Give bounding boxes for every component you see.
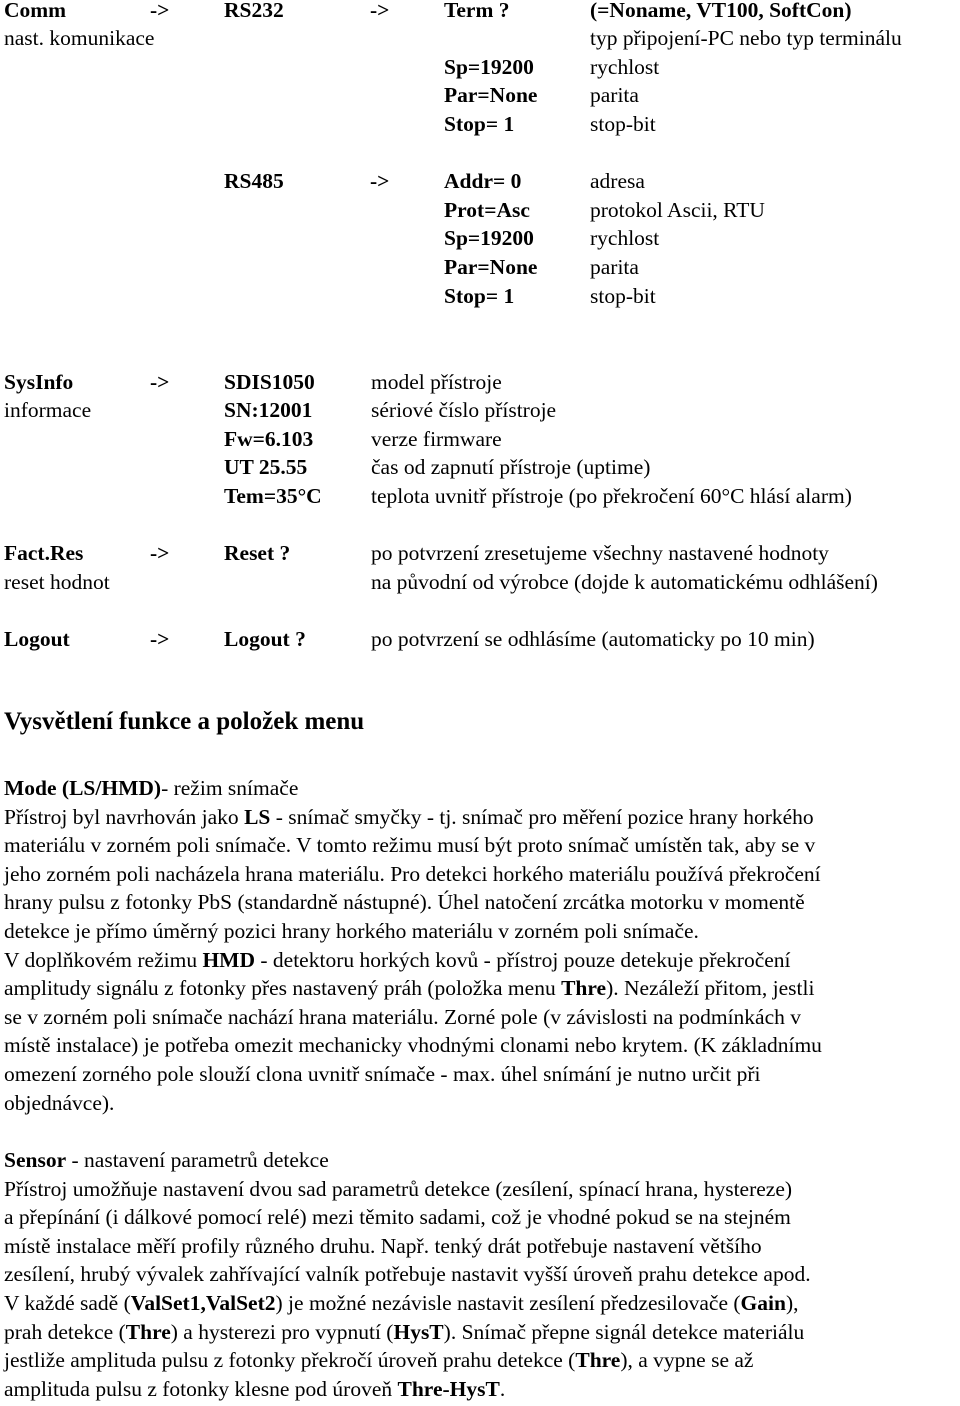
text: - snímač smyčky - tj. snímač pro měření pozice hrany horkého [270, 804, 814, 829]
mode-line: omezení zorného pole slouží clona uvnitř snímače - max. úhel snímání je nutno určit při [4, 1061, 761, 1086]
text-bold: HMD [202, 947, 255, 972]
sensor-title-bold: Sensor [4, 1148, 67, 1172]
sensor-line: zesílení, hrubý vývalek zahřívající valník potřebuje nastavit vyšší úroveň prahu detekce apod. [4, 1262, 811, 1287]
text: amplitudy signálu z fotonky přes nastavený práh (položka menu [4, 976, 562, 1001]
mode-paragraph [4, 774, 954, 1117]
sysinfo-desc-uptime: čas od zapnutí přístroje (uptime) [371, 455, 651, 479]
text-bold: Thre [561, 976, 607, 1001]
rs232-param-stop: Stop= 1 [444, 112, 515, 136]
sensor-title-rest: - nastavení parametrů detekce [66, 1148, 329, 1172]
sysinfo-arrow: -> [150, 370, 170, 394]
sensor-line [4, 1346, 954, 1375]
text-bold: Gain [740, 1290, 786, 1315]
rs232-desc-parity: parita [590, 83, 639, 107]
text: prah detekce ( [4, 1319, 126, 1344]
term-options: (=Noname, VT100, SoftCon) [590, 0, 852, 22]
mode-line: objednávce). [4, 1090, 115, 1115]
sensor-line [4, 1318, 954, 1347]
rs485-desc-prot: protokol Ascii, RTU [590, 198, 765, 222]
logout-desc: po potvrzení se odhlásíme (automaticky po 10 min) [371, 627, 815, 651]
text: ) je možné nezávisle nastavit zesílení předzesilovače ( [275, 1290, 741, 1315]
rs485-param-parity: Par=None [444, 255, 538, 279]
sysinfo-param-serial: SN:12001 [224, 398, 313, 422]
logout-param: Logout ? [224, 627, 306, 651]
text: ) a hysterezi pro vypnutí ( [170, 1319, 394, 1344]
factres-param: Reset ? [224, 541, 291, 565]
mode-line: hrany pulsu z fotonky PbS (standardně nástupné). Úhel natočení zrcátka motorku v momentě [4, 890, 805, 915]
term-description: typ připojení-PC nebo typ terminálu [590, 26, 902, 50]
sysinfo-param-uptime: UT 25.55 [224, 455, 308, 479]
text: V doplňkovém režimu [4, 947, 203, 972]
sysinfo-param-temp: Tem=35°C [224, 484, 322, 508]
text-bold: ValSet1 [130, 1290, 201, 1315]
sysinfo-desc-model: model přístroje [371, 370, 502, 394]
sysinfo-desc-firmware: verze firmware [371, 427, 502, 451]
rs485-param-stop: Stop= 1 [444, 284, 515, 308]
sysinfo-label: SysInfo [4, 370, 74, 394]
text: amplituda pulsu z fotonky klesne pod úroveň [4, 1376, 398, 1401]
sysinfo-param-model: SDIS1050 [224, 370, 315, 394]
comm-sublabel: nast. komunikace [4, 26, 155, 50]
sensor-line: místě instalace měří profily různého druhu. Např. tenký drát potřebuje nastavení většího [4, 1233, 762, 1258]
rs485-param-prot: Prot=Asc [444, 198, 530, 222]
text: . [499, 1376, 506, 1401]
rs485-desc-parity: parita [590, 255, 639, 279]
text-bold: ValSet2 [205, 1290, 276, 1315]
rs485-desc-stop: stop-bit [590, 284, 656, 308]
mode-title-rest: - režim snímače [161, 776, 299, 800]
text-bold: LS [244, 804, 271, 829]
text-bold: Thre [125, 1319, 171, 1344]
rs232-param-speed: Sp=19200 [444, 55, 534, 79]
factres-desc-2: na původní od výrobce (dojde k automatickému odhlášení) [371, 570, 878, 594]
rs485-desc-addr: adresa [590, 169, 645, 193]
text: V každé sadě ( [4, 1290, 131, 1315]
rs232-desc-speed: rychlost [590, 55, 660, 79]
text-bold: , [200, 1290, 206, 1315]
factres-desc-1: po potvrzení zresetujeme všechny nastavené hodnoty [371, 541, 829, 565]
sensor-line: a přepínání (i dálkové pomocí relé) mezi těmito sadami, což je vhodné pokud se na stejném [4, 1205, 791, 1230]
mode-line: jeho zorném poli nacházela hrana materiálu. Pro detekci horkého materiálu používá překročení [4, 861, 821, 886]
text-bold: Thre [575, 1348, 621, 1373]
mode-title [4, 774, 954, 803]
factres-sublabel: reset hodnot [4, 570, 110, 594]
text-bold: Thre-HysT [397, 1376, 500, 1401]
text: - detektoru horkých kovů - přístroj pouze detekuje překročení [255, 947, 791, 972]
mode-line [4, 946, 954, 975]
rs232-label: RS232 [224, 0, 284, 22]
text: ). Snímač přepne signál detekce materiálu [443, 1319, 805, 1344]
sysinfo-desc-serial: sériové číslo přístroje [371, 398, 557, 422]
sysinfo-param-firmware: Fw=6.103 [224, 427, 314, 451]
rs485-param-addr: Addr= 0 [444, 169, 522, 193]
mode-line [4, 803, 954, 832]
text: jestliže amplituda pulsu z fotonky překročí úroveň prahu detekce ( [4, 1348, 576, 1373]
text: ), [785, 1290, 799, 1315]
rs485-arrow: -> [370, 169, 390, 193]
text-bold: HysT [393, 1319, 444, 1344]
rs485-label: RS485 [224, 169, 284, 193]
sensor-line [4, 1375, 954, 1404]
factres-label: Fact.Res [4, 541, 84, 565]
mode-line [4, 974, 954, 1003]
rs232-param-parity: Par=None [444, 83, 538, 107]
logout-arrow: -> [150, 627, 170, 651]
text: ), a vypne se až [620, 1348, 754, 1373]
mode-line: se v zorném poli snímače nachází hrana materiálu. Zorné pole (v závislosti na podmínkách v [4, 1004, 802, 1029]
sysinfo-sublabel: informace [4, 398, 92, 422]
mode-title-bold: Mode (LS/HMD) [4, 776, 162, 800]
rs485-desc-speed: rychlost [590, 226, 660, 250]
rs485-param-speed: Sp=19200 [444, 226, 534, 250]
mode-line: detekce je přímo úměrný pozici hrany horkého materiálu v zorném poli snímače. [4, 918, 699, 943]
comm-arrow: -> [150, 0, 170, 22]
mode-line: materiálu v zorném poli snímače. V tomto režimu musí být proto snímač umístěn tak, aby se v [4, 833, 816, 858]
rs232-desc-stop: stop-bit [590, 112, 656, 136]
rs232-arrow: -> [370, 0, 390, 22]
sensor-line: Přístroj umožňuje nastavení dvou sad parametrů detekce (zesílení, spínací hrana, hystereze) [4, 1176, 793, 1201]
text: Přístroj byl navrhován jako [4, 804, 245, 829]
sysinfo-desc-temp: teplota uvnitř přístroje (po překročení 60°C hlásí alarm) [371, 484, 852, 508]
sensor-line [4, 1289, 954, 1318]
term-param: Term ? [444, 0, 510, 22]
comm-label: Comm [4, 0, 67, 22]
sensor-paragraph [4, 1146, 954, 1403]
factres-arrow: -> [150, 541, 170, 565]
logout-label: Logout [4, 627, 70, 651]
section-heading: Vysvětlení funkce a položek menu [4, 708, 365, 735]
sensor-title [4, 1146, 954, 1175]
text: ). Nezáleží přitom, jestli [606, 976, 815, 1001]
mode-line: místě instalace) je potřeba omezit mechanicky vhodnými clonami nebo krytem. (K základnímu [4, 1033, 822, 1058]
